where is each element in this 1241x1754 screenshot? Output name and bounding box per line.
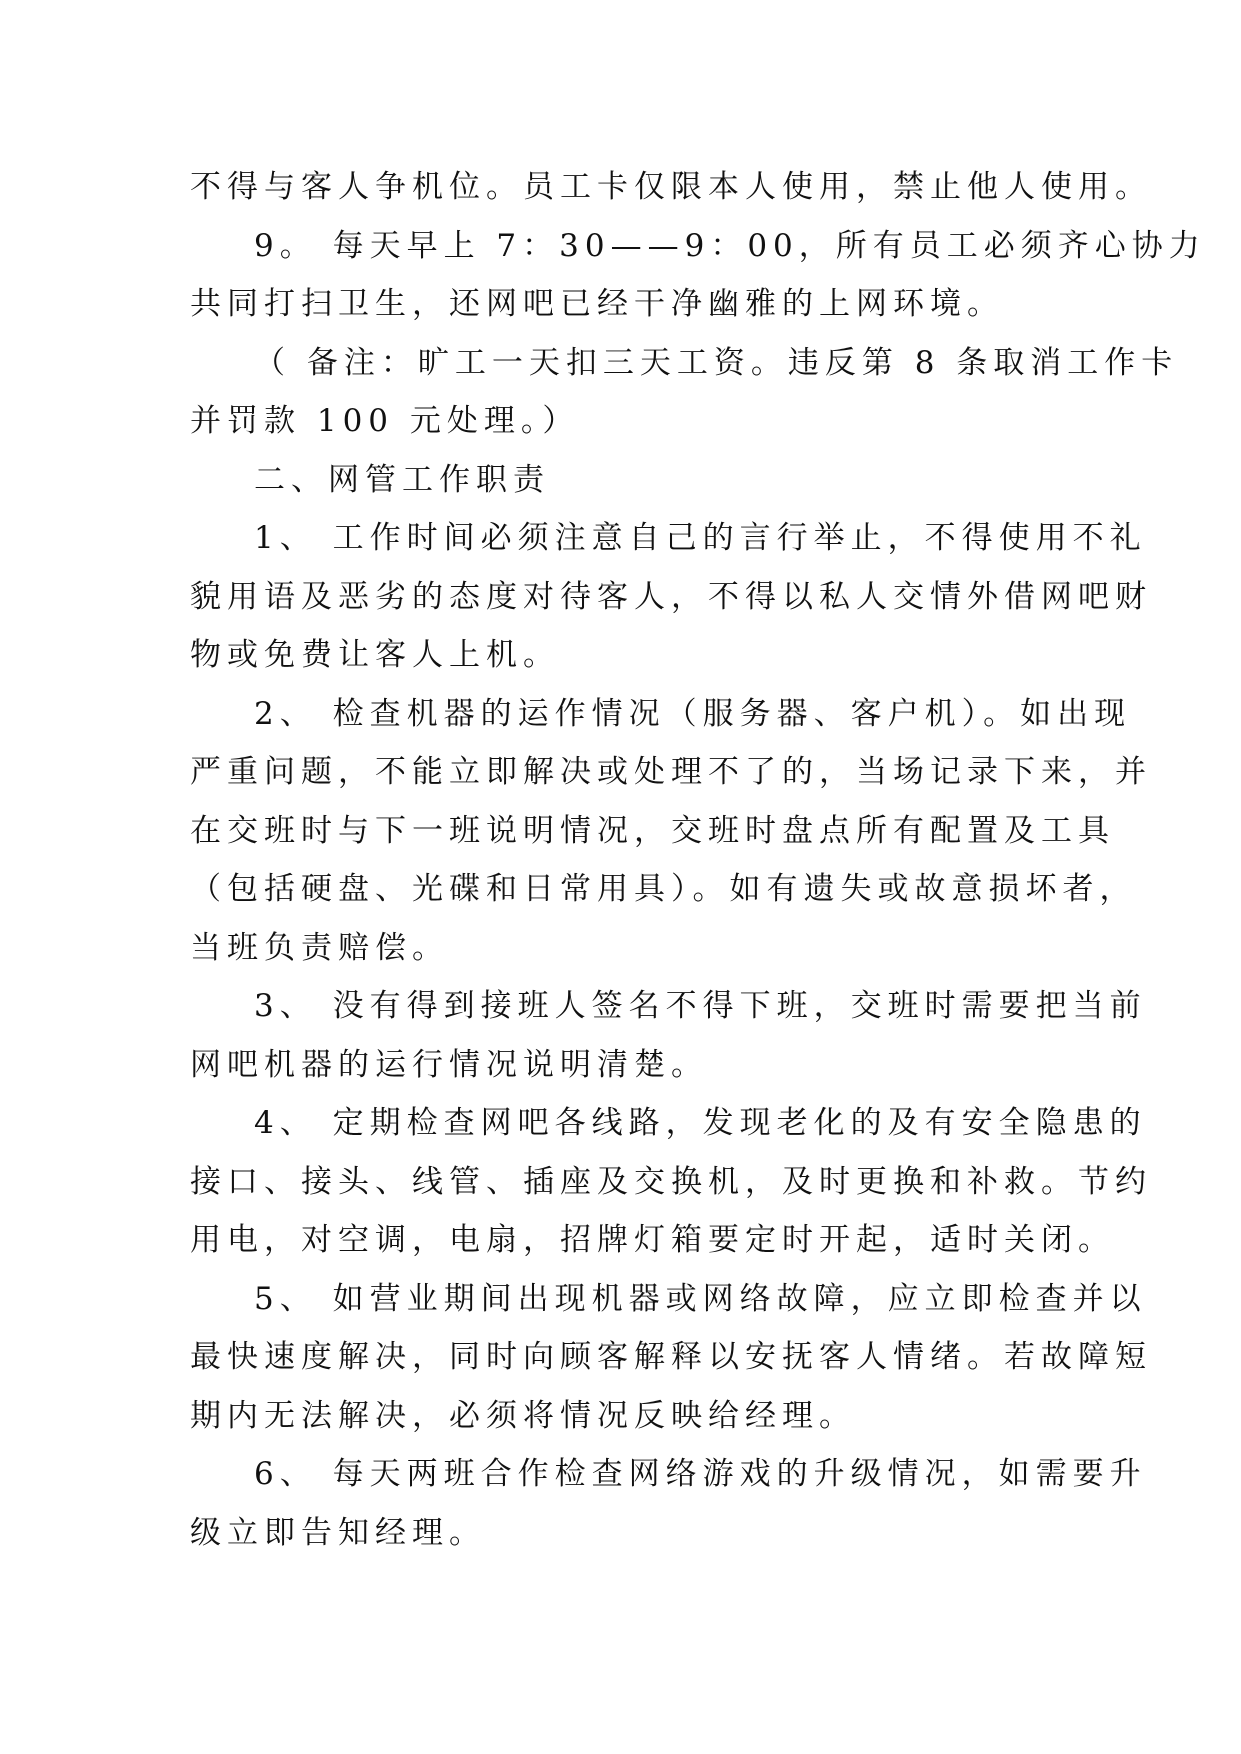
text-line: 期内无法解决，必须将情况反映给经理。 (190, 1397, 856, 1434)
text-line: 并罚款 100 元处理。） (190, 403, 580, 439)
text-line: 4、 定期检查网吧各线路，发现老化的及有安全隐患的 (254, 1105, 1147, 1141)
text-line: 5、 如营业期间出现机器或网络故障，应立即检查并以 (254, 1280, 1147, 1317)
text-line: 用电，对空调，电扇，招牌灯箱要定时开起，适时关闭。 (190, 1222, 1115, 1258)
paragraph-duty-2 (190, 685, 1152, 978)
section-heading (190, 451, 1070, 510)
text-line: 最快速度解决，同时向顾客解释以安抚客人情绪。若故障短 (190, 1339, 1152, 1375)
text-line: 在交班时与下一班说明情况，交班时盘点所有配置及工具 (190, 812, 1115, 849)
text-line: 2、 检查机器的运作情况（服务器、客户机）。如出现 (254, 695, 1132, 732)
text-line: 级立即告知经理。 (190, 1514, 486, 1551)
text-line: （包括硬盘、光碟和日常用具）。如有遗失或故意损坏者， (190, 871, 1137, 907)
paragraph-duty-3 (190, 977, 1147, 1094)
text-line: 严重问题，不能立即解决或处理不了的，当场记录下来，并 (190, 754, 1152, 790)
text-line: 3、 没有得到接班人签名不得下班，交班时需要把当前 (254, 988, 1147, 1024)
text-line: 1、 工作时间必须注意自己的言行举止，不得使用不礼 (254, 520, 1147, 556)
text-line: 当班负责赔偿。 (190, 929, 449, 966)
text-line: 6、 每天两班合作检查网络游戏的升级情况，如需要升 (254, 1456, 1147, 1492)
section-heading-text: 二、网管工作职责 (254, 461, 550, 498)
text-line: 不得与客人争机位。员工卡仅限本人使用，禁止他人使用。 (190, 169, 1152, 205)
text-line: 貌用语及恶劣的态度对待客人，不得以私人交情外借网吧财 (190, 578, 1152, 615)
text-line: 9。 每天早上 7：30——9：00，所有员工必须齐心协力 (254, 227, 1206, 264)
paragraph-duty-1 (190, 509, 1152, 685)
text-line: 接口、接头、线管、插座及交换机，及时更换和补救。节约 (190, 1163, 1152, 1200)
paragraph-rule-9 (190, 217, 1206, 334)
document-body (190, 158, 1206, 1562)
paragraph-duty-5 (190, 1270, 1152, 1446)
paragraph-remark (190, 334, 1179, 451)
paragraph-rule-8-continued (190, 158, 1152, 217)
paragraph-duty-4 (190, 1094, 1152, 1270)
text-line: 物或免费让客人上机。 (190, 637, 560, 673)
text-line: （ 备注：旷工一天扣三天工资。违反第 8 条取消工作卡 (254, 344, 1179, 381)
text-line: 共同打扫卫生，还网吧已经干净幽雅的上网环境。 (190, 286, 1004, 322)
text-line: 网吧机器的运行情况说明清楚。 (190, 1046, 708, 1083)
paragraph-duty-6 (190, 1445, 1147, 1562)
